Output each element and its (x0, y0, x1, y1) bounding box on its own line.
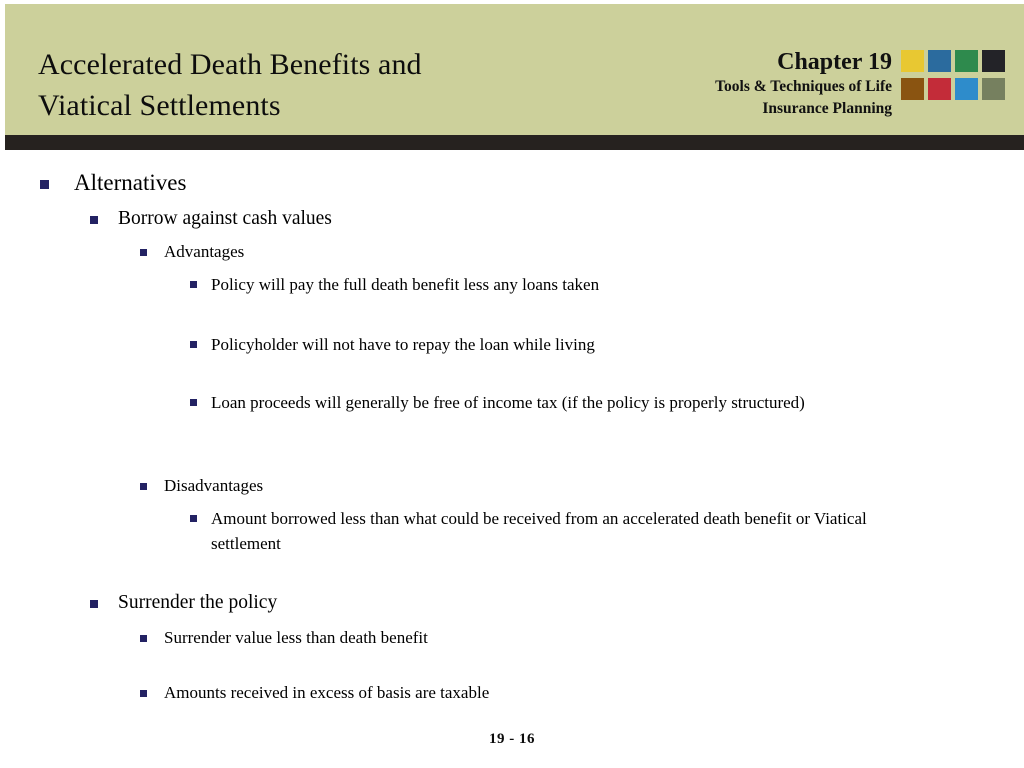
bullet-square-icon (190, 515, 197, 522)
bullet-square-icon (40, 180, 49, 189)
color-swatch-grid (901, 50, 1005, 100)
bullet-square-icon (190, 399, 197, 406)
page-title-line-1: Accelerated Death Benefits and (38, 48, 422, 82)
bullet-item-level-3 (140, 240, 740, 263)
bullet-text: Disadvantages (164, 476, 264, 495)
bullet-item-level-3 (140, 681, 740, 704)
slide-footer-page-number: 19 - 16 (489, 731, 535, 747)
swatch-green (955, 50, 978, 72)
bullet-square-icon (140, 635, 147, 642)
chapter-block (600, 49, 892, 120)
bullet-item-level-3 (140, 626, 740, 649)
bullet-square-icon (190, 341, 197, 348)
swatch-brown (901, 78, 924, 100)
bullet-item-level-4 (190, 390, 920, 415)
bullet-text: Amount borrowed less than what could be received from an accelerated death benefit or Viatical settlement (211, 509, 867, 553)
bullet-square-icon (90, 216, 98, 224)
bullet-text: Surrender value less than death benefit (164, 628, 428, 647)
page-title (38, 44, 638, 126)
bullet-item-level-1 (40, 168, 640, 197)
bullet-square-icon (190, 281, 197, 288)
bullet-square-icon (140, 690, 147, 697)
swatch-lightblue (955, 78, 978, 100)
bullet-text: Alternatives (74, 170, 187, 195)
bullet-item-level-4 (190, 506, 940, 556)
swatch-black (982, 50, 1005, 72)
bullet-text: Loan proceeds will generally be free of income tax (if the policy is properly structured) (211, 393, 805, 412)
bullet-text: Policyholder will not have to repay the loan while living (211, 335, 595, 354)
bullet-text: Amounts received in excess of basis are taxable (164, 683, 490, 702)
bullet-item-level-2 (90, 206, 690, 232)
chapter-number-label: Chapter 19 (777, 49, 892, 75)
page-title-line-2: Viatical Settlements (38, 89, 281, 123)
bullet-square-icon (140, 249, 147, 256)
bullet-item-level-4 (190, 332, 950, 357)
bullet-item-level-4 (190, 272, 950, 297)
swatch-yellow (901, 50, 924, 72)
swatch-red (928, 78, 951, 100)
bullet-text: Surrender the policy (118, 592, 278, 613)
bullet-square-icon (90, 600, 98, 608)
series-title-line-2: Insurance Planning (762, 100, 892, 117)
bullet-item-level-2 (90, 590, 690, 616)
swatch-graygreen (982, 78, 1005, 100)
bullet-text: Policy will pay the full death benefit less any loans taken (211, 275, 600, 294)
series-title-line-1: Tools & Techniques of Life (715, 78, 892, 95)
bullet-square-icon (140, 483, 147, 490)
swatch-blue (928, 50, 951, 72)
bullet-text: Borrow against cash values (118, 208, 332, 229)
slide-body (0, 150, 1024, 720)
bullet-item-level-3 (140, 474, 740, 497)
header-divider-rule (5, 135, 1024, 150)
bullet-text: Advantages (164, 242, 245, 261)
